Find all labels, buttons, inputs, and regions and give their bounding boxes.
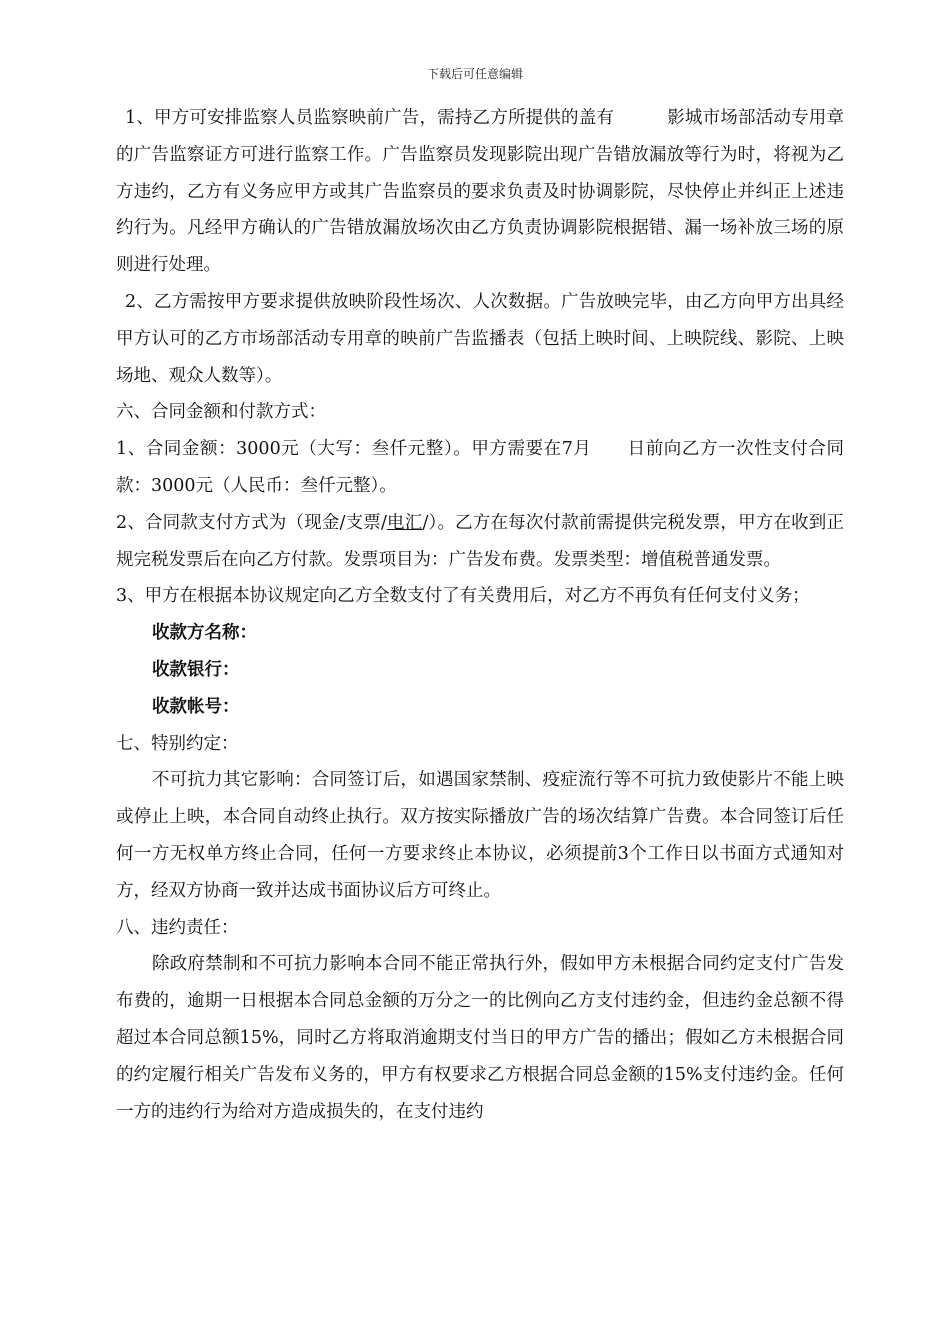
clause-5-item-2: 2、乙方需按甲方要求提供放映阶段性场次、人次数据。广告放映完毕，由乙方向甲方出具经甲方认可的乙方市场部活动专用章的映前广告监播表（包括上映时间、上映院线、影院、上映场地、观众人数等）。 [116,291,844,386]
payee-account-label: 收款帐号： [152,696,240,717]
section-8-body: 除政府禁制和不可抗力影响本合同不能正常执行外，假如甲方未根据合同约定支付广告发布费的，逾期一日根据本合同总金额的万分之一的比例向乙方支付违约金，但违约金总额不得超过本合同总额15%，同时乙方将取消逾期支付当日的甲方广告的播出；假如乙方未根据合同的约定履行相关广告发布义务的，甲方有权要求乙方根据合同总金额的15%支付违约金。任何一方的违约行为给对方造成损失的，在支付违约 [116,954,844,1122]
section-6-heading: 六、合同金额和付款方式： [116,402,326,423]
document-body [116,100,844,1130]
clause-5-item-1: 1、甲方可安排监察人员监察映前广告，需持乙方所提供的盖有 影城市场部活动专用章的广告监察证方可进行监察工作。广告监察员发现影院出现广告错放漏放等行为时，将视为乙方违约，乙方有义务应甲方或其广告监察员的要求负责及时协调影院，尽快停止并纠正上述违约行为。凡经甲方确认的广告错放漏放场次由乙方负责协调影院根据错、漏一场补放三场的原则进行处理。 [116,108,844,276]
section-8-heading: 八、违约责任： [116,917,239,938]
section-7-body: 不可抗力其它影响：合同签订后，如遇国家禁制、疫症流行等不可抗力致使影片不能上映或停止上映，本合同自动终止执行。双方按实际播放广告的场次结算广告费。本合同签订后任何一方无权单方终止合同，任何一方要求终止本协议，必须提前3个工作日以书面方式通知对方，经双方协商一致并达成书面协议后方可终止。 [116,770,844,901]
section-7-heading: 七、特别约定： [116,733,239,754]
item-2-underlined-option: 电汇 [386,512,423,533]
item-2-text-before: 2、合同款支付方式为（现金/支票/ [116,512,387,533]
section-6-item-2 [116,505,844,579]
page-header: 下载后可任意编辑 [426,67,523,81]
section-6-item-3: 3、甲方在根据本协议规定向乙方全数支付了有关费用后，对乙方不再负有任何支付义务； [116,586,810,607]
payee-name-label: 收款方名称： [152,623,257,644]
payee-bank-label: 收款银行： [152,659,240,680]
item-2-text-after: /）。乙方在每次付款前需提供完税发票，甲方在收到正规完税发票后在向乙方付款。发票项目为：广告发布费。发票类型：增值税普通发票。 [116,512,844,570]
section-6-item-1: 1、合同金额：3000元（大写：叁仟元整）。甲方需要在7月 日前向乙方一次性支付合同款：3000元（人民币：叁仟元整）。 [116,439,844,496]
